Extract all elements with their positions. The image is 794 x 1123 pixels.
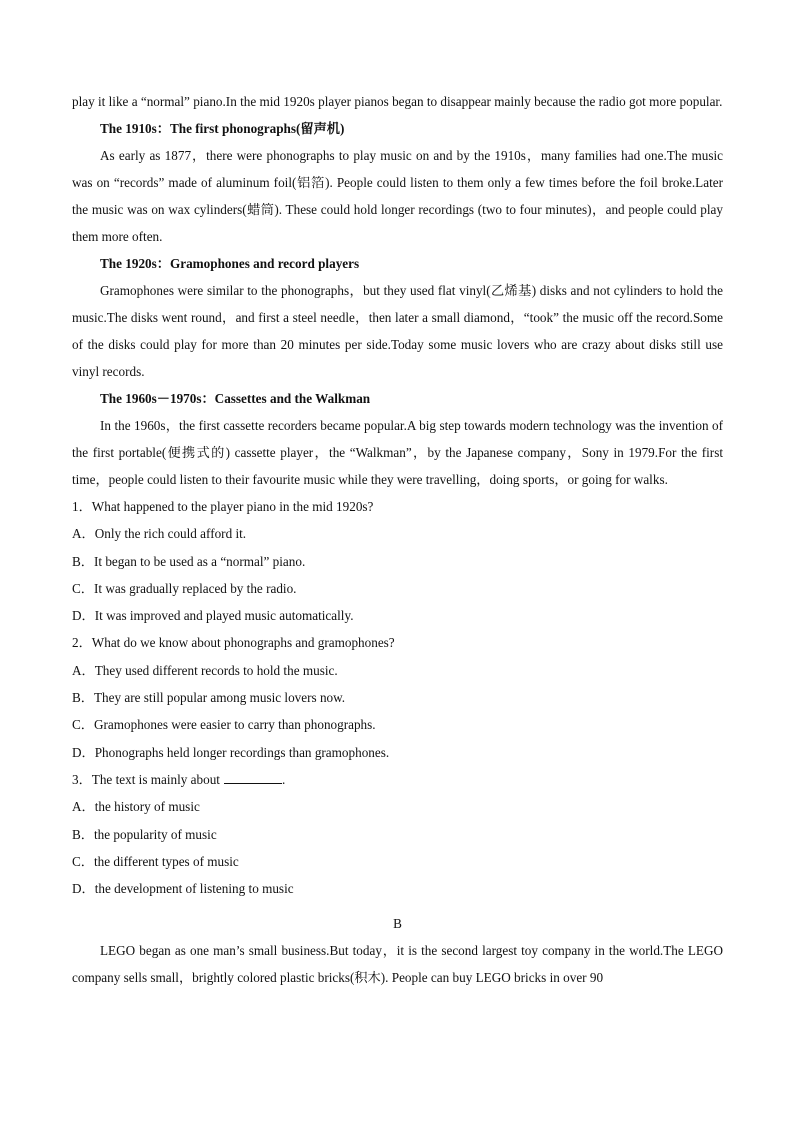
- option-b: B．They are still popular among music lovers now.: [72, 690, 346, 706]
- section-body-1910s: As early as 1877，there were phonographs to play music on and by the 1910s，many families had one.The music was on “records” made of aluminum foil(铝箔). People could listen to them only a few times before the foil broke.Later the music was on wax cylinders(蜡筒). These could hold longer recordings (two to four minutes)，and people could play them more often.: [72, 148, 723, 244]
- document-page: [72, 88, 723, 991]
- option-c: C．It was gradually replaced by the radio.: [72, 580, 297, 596]
- intro-paragraph: play it like a “normal” piano.In the mid 1920s player pianos began to disappear mainly because the radio got more popular.: [72, 94, 723, 109]
- section-body-1960s: In the 1960s，the first cassette recorders became popular.A big step towards modern technology was the invention of the first portable(便携式的) cassette player，the “Walkman”，by the Japanese company，Sony in 1979.For the first time，people could listen to their favourite music while they were travelling，doing sports，or going for walks.: [72, 418, 723, 487]
- option-d: D．the development of listening to music: [72, 881, 294, 897]
- question-2: [72, 629, 723, 765]
- question-stem-end: .: [281, 771, 286, 787]
- option-a: A．Only the rich could afford it.: [72, 526, 247, 542]
- question-stem-text: 3．The text is mainly about: [72, 771, 220, 787]
- option-a: A．the history of music: [72, 799, 200, 815]
- section-heading-1960s: The 1960s－1970s：Cassettes and the Walkman: [100, 391, 371, 406]
- option-b: B．the popularity of music: [72, 826, 217, 842]
- section-heading-1920s: The 1920s：Gramophones and record players: [100, 256, 360, 271]
- option-b: B．It began to be used as a “normal” piano.: [72, 553, 306, 569]
- question-1: [72, 493, 723, 629]
- option-c: C．Gramophones were easier to carry than phonographs.: [72, 717, 376, 733]
- question-3: [72, 766, 723, 902]
- question-stem: 1．What happened to the player piano in the mid 1920s?: [72, 499, 374, 514]
- question-stem: 2．What do we know about phonographs and gramophones?: [72, 635, 395, 651]
- question-stem: [72, 766, 723, 793]
- passage-b-label: B: [393, 916, 402, 932]
- passage-b-paragraph: LEGO began as one man’s small business.But today，it is the second largest toy company in the world.The LEGO company sells small，brightly colored plastic bricks(积木). People can buy LEGO bricks in over 90: [72, 943, 723, 986]
- option-d: D．It was improved and played music automatically.: [72, 608, 354, 624]
- option-d: D．Phonographs held longer recordings than gramophones.: [72, 744, 390, 760]
- section-heading-1910s: The 1910s：The first phonographs(留声机): [100, 121, 345, 136]
- section-body-1920s: Gramophones were similar to the phonographs，but they used flat vinyl(乙烯基) disks and not cylinders to hold the music.The disks went round，and first a steel needle，then later a small diamond，“took” the music off the record.Some of the disks could play for more than 20 minutes per side.Today some music lovers who are crazy about disks still use vinyl records.: [72, 283, 723, 379]
- option-a: A．They used different records to hold the music.: [72, 662, 338, 678]
- answer-blank: [224, 771, 282, 784]
- option-c: C．the different types of music: [72, 853, 239, 869]
